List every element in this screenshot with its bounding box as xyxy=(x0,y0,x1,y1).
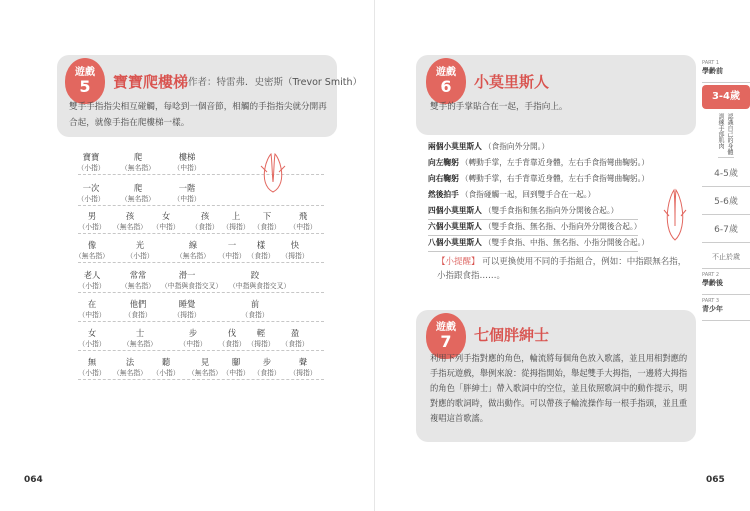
game6-step xyxy=(428,154,649,171)
lyric-cell xyxy=(161,270,223,291)
lyric-word: 爬 xyxy=(133,152,143,162)
sidebar-tab-3-4-label: 3-4歲 xyxy=(711,91,741,102)
finger-hint: （無名指） xyxy=(123,340,157,348)
finger-hint: （中指） xyxy=(173,195,201,203)
lyric-cell xyxy=(114,328,166,349)
step-instruction: （雙手食指、無名指、小指向外分開後合起。） xyxy=(483,222,642,231)
finger-hint: （食指） xyxy=(124,311,152,319)
lyric-word: 步 xyxy=(262,357,272,367)
finger-hint: （無名指） xyxy=(121,282,155,290)
lyric-word: 滑一 xyxy=(178,270,196,280)
game5-description: 雙手手指指尖相互碰觸，每唸到一個音節，相觸的手指指尖就分開再合起，就像手指在爬樓梯一樣。 xyxy=(69,102,327,128)
lyric-cell xyxy=(65,183,117,204)
row-divider xyxy=(78,292,324,293)
tip-text: 可以更換使用不同的手指組合，例如：中指跟無名指，小指跟食指……。 xyxy=(437,257,687,281)
finger-hint: （無名指） xyxy=(121,195,155,203)
lyric-word: 老人 xyxy=(83,270,101,280)
lyric-word: 上 xyxy=(231,211,241,221)
finger-hint: （食指） xyxy=(218,340,246,348)
sidebar-tab-6-7[interactable]: 6-7歲 xyxy=(702,218,750,243)
sidebar-tab-beyond[interactable]: 不止於歲 xyxy=(702,246,750,269)
lyric-cell xyxy=(229,270,291,291)
lyric-word: 在 xyxy=(87,299,97,309)
lyric-word: 寶寶 xyxy=(82,152,100,162)
lyric-word: 腳 xyxy=(231,357,241,367)
finger-hint: （中指） xyxy=(173,164,201,172)
lyric-word: 一階 xyxy=(178,183,196,193)
lyric-word: 飛 xyxy=(298,211,308,221)
finger-hint: （小指） xyxy=(152,369,180,377)
finger-hint: （中指） xyxy=(289,223,317,231)
lyric-word: 見 xyxy=(200,357,210,367)
sidebar-tab-part3[interactable] xyxy=(702,298,750,321)
game7-badge-number: 7 xyxy=(440,332,452,351)
lyric-word: 下 xyxy=(262,211,272,221)
finger-hint: （小指） xyxy=(126,252,154,260)
finger-hint: （中指與食指交叉） xyxy=(161,282,223,290)
lyric-word: 男 xyxy=(87,211,97,221)
lyric-word: 女 xyxy=(87,328,97,338)
finger-hint: （小指） xyxy=(78,223,106,231)
sidebar-tab-part1-label: 學齡前 xyxy=(702,67,723,75)
finger-hint: （小指） xyxy=(78,369,106,377)
finger-hint: （小指） xyxy=(77,195,105,203)
lyric-word: 光 xyxy=(135,240,145,250)
step-instruction: （雙手食指、中指、無名指、小指分開後合起。） xyxy=(483,238,650,247)
lyric-word: 步 xyxy=(188,328,198,338)
lyric-word: 聽 xyxy=(161,357,171,367)
lyric-cell xyxy=(269,328,321,349)
sidebar-tab-part3-label: 青少年 xyxy=(702,305,723,313)
game7-description: 利用下列手指對應的角色，輪流將每個角色放入歌謠，並且用相對應的手指玩遊戲，舉例來說：從拇指開始，舉起雙手大拇指，一邊將大拇指的角色「胖紳士」帶入歌詞中的空位，並且依照歌詞中的動作提示，明對應的歌詞時，做出動作。可以帶孩子輪流操作每一根手指頭，並且重複唱這首歌謠。 xyxy=(430,353,688,423)
finger-hint: （食指） xyxy=(247,252,275,260)
lyric-cell xyxy=(229,299,281,320)
finger-hint: （無名指） xyxy=(75,252,109,260)
lyric-word: 無 xyxy=(87,357,97,367)
step-title: 向左鞠躬 xyxy=(428,158,459,167)
game6-step xyxy=(428,170,649,187)
right-page-number: 065 xyxy=(706,475,725,485)
finger-hint: （無名指） xyxy=(113,223,147,231)
step-instruction: （轉動手掌，右手背靠近身體，左右手食指彎曲鞠躬。） xyxy=(460,174,650,183)
game5-title: 寶寶爬樓梯 xyxy=(113,73,189,91)
finger-hint: （拇指） xyxy=(281,252,309,260)
page-spine xyxy=(374,0,375,511)
lyric-cell xyxy=(112,270,164,291)
lyric-word: 孩 xyxy=(200,211,210,221)
finger-hint: （食指） xyxy=(281,340,309,348)
lyric-cell xyxy=(112,183,164,204)
finger-hint: （食指） xyxy=(241,311,269,319)
finger-hint: （中指） xyxy=(179,340,207,348)
lyric-word: 跤 xyxy=(250,270,260,280)
lyric-word: 女 xyxy=(161,211,171,221)
lyric-cell xyxy=(66,240,118,261)
game6-badge-label: 遊戲 xyxy=(436,67,456,78)
sidebar-tab-3-4[interactable] xyxy=(702,85,750,109)
sidebar-tab-body-note: 認識自己的身體 訓練手部肌肉 xyxy=(718,113,734,158)
game7-badge-label: 遊戲 xyxy=(436,322,456,333)
lyric-word: 樓梯 xyxy=(178,152,196,162)
finger-hint: （中指） xyxy=(78,311,106,319)
lyric-word: 伐 xyxy=(227,328,237,338)
step-instruction: （食指碰觸一起，回到雙手合在一起。） xyxy=(460,190,596,199)
praying-hands-icon xyxy=(660,188,690,244)
step-instruction: （轉動手掌，左手背靠近身體，左右手食指彎曲鞠躬。） xyxy=(460,158,650,167)
lyric-cell xyxy=(112,299,164,320)
praying-hands-icon xyxy=(255,152,291,196)
game5-author: 作者：特雷弗．史密斯（Trevor Smith） xyxy=(188,77,362,88)
lyric-cell xyxy=(65,152,117,173)
game6-badge-number: 6 xyxy=(440,77,452,96)
lyric-cell xyxy=(161,183,213,204)
lyric-cell xyxy=(114,240,166,261)
row-divider xyxy=(78,262,324,263)
finger-hint: （拇指） xyxy=(173,311,201,319)
row-divider xyxy=(78,379,324,380)
lyric-cell xyxy=(277,357,329,378)
lyric-word: 前 xyxy=(250,299,260,309)
game6-tip xyxy=(437,255,692,283)
finger-hint: （無名指） xyxy=(121,164,155,172)
step-title: 然後拍手 xyxy=(428,190,459,199)
sidebar-tab-part2[interactable] xyxy=(702,272,750,295)
game5-badge xyxy=(65,58,105,104)
game6-description: 雙手的手掌貼合在一起，手指向上。 xyxy=(430,102,568,112)
lyric-word: 線 xyxy=(188,240,198,250)
row-divider xyxy=(78,205,324,206)
lyric-cell xyxy=(66,270,118,291)
finger-hint: （食指） xyxy=(253,223,281,231)
sidebar-tab-5-6[interactable]: 5-6歲 xyxy=(702,190,750,215)
lyric-word: 法 xyxy=(125,357,135,367)
lyric-word: 睡覺 xyxy=(178,299,196,309)
lyric-cell xyxy=(66,328,118,349)
step-title: 六個小莫里斯人 xyxy=(428,222,482,231)
game6-step xyxy=(428,234,650,252)
finger-hint: （中指） xyxy=(222,369,250,377)
lyric-word: 常常 xyxy=(129,270,147,280)
lyric-word: 像 xyxy=(87,240,97,250)
finger-hint: （拇指） xyxy=(247,340,275,348)
lyric-word: 一次 xyxy=(82,183,100,193)
lyric-cell xyxy=(161,299,213,320)
finger-hint: （拇指） xyxy=(289,369,317,377)
sidebar-tab-part1-small: PART 1 xyxy=(702,60,720,66)
row-divider xyxy=(78,321,324,322)
game6-badge xyxy=(426,58,466,104)
lyric-word: 一 xyxy=(227,240,237,250)
sidebar-tab-part2-label: 學齡後 xyxy=(702,279,723,287)
row-divider xyxy=(78,233,324,234)
finger-hint: （中指與食指交叉） xyxy=(229,282,291,290)
lyric-word: 士 xyxy=(135,328,145,338)
game6-step xyxy=(428,186,595,203)
step-title: 兩個小莫里斯人 xyxy=(428,142,482,151)
finger-hint: （食指） xyxy=(253,369,281,377)
game6-title: 小莫里斯人 xyxy=(474,73,550,91)
lyric-cell xyxy=(277,211,329,232)
finger-hint: （中指） xyxy=(218,252,246,260)
lyric-word: 輕 xyxy=(256,328,266,338)
finger-hint: （拇指） xyxy=(222,223,250,231)
left-page-number: 064 xyxy=(24,475,43,485)
lyric-cell xyxy=(269,240,321,261)
step-instruction: （雙手食指和無名指向外分開後合起。） xyxy=(483,206,619,215)
game5-badge-label: 遊戲 xyxy=(75,67,95,78)
step-title: 向右鞠躬 xyxy=(428,174,459,183)
lyric-cell xyxy=(161,152,213,173)
lyric-word: 樣 xyxy=(256,240,266,250)
step-title: 八個小莫里斯人 xyxy=(428,238,482,247)
lyric-word: 孩 xyxy=(125,211,135,221)
finger-hint: （小指） xyxy=(78,340,106,348)
finger-hint: （無名指） xyxy=(176,252,210,260)
finger-hint: （小指） xyxy=(78,282,106,290)
lyric-word: 快 xyxy=(290,240,300,250)
lyric-word: 盈 xyxy=(290,328,300,338)
sidebar-tab-part2-small: PART 2 xyxy=(702,272,720,278)
lyric-cell xyxy=(66,299,118,320)
game7-title: 七個胖紳士 xyxy=(474,326,550,344)
lyric-cell xyxy=(112,152,164,173)
finger-hint: （無名指） xyxy=(188,369,222,377)
sidebar-tab-part1[interactable] xyxy=(702,60,750,83)
tip-tag: 【小提醒】 xyxy=(437,257,480,267)
finger-hint: （中指） xyxy=(152,223,180,231)
step-title: 四個小莫里斯人 xyxy=(428,206,482,215)
lyric-word: 他們 xyxy=(129,299,147,309)
lyric-word: 爬 xyxy=(133,183,143,193)
row-divider xyxy=(78,350,324,351)
finger-hint: （小指） xyxy=(77,164,105,172)
finger-hint: （食指） xyxy=(191,223,219,231)
game5-badge-number: 5 xyxy=(79,77,91,96)
finger-hint: （無名指） xyxy=(113,369,147,377)
step-instruction: （食指向外分開。） xyxy=(483,142,550,151)
sidebar-tab-4-5[interactable]: 4-5歲 xyxy=(702,162,750,187)
lyric-word: 聲 xyxy=(298,357,308,367)
sidebar-tab-part3-small: PART 3 xyxy=(702,298,720,304)
game6-step xyxy=(428,138,549,155)
